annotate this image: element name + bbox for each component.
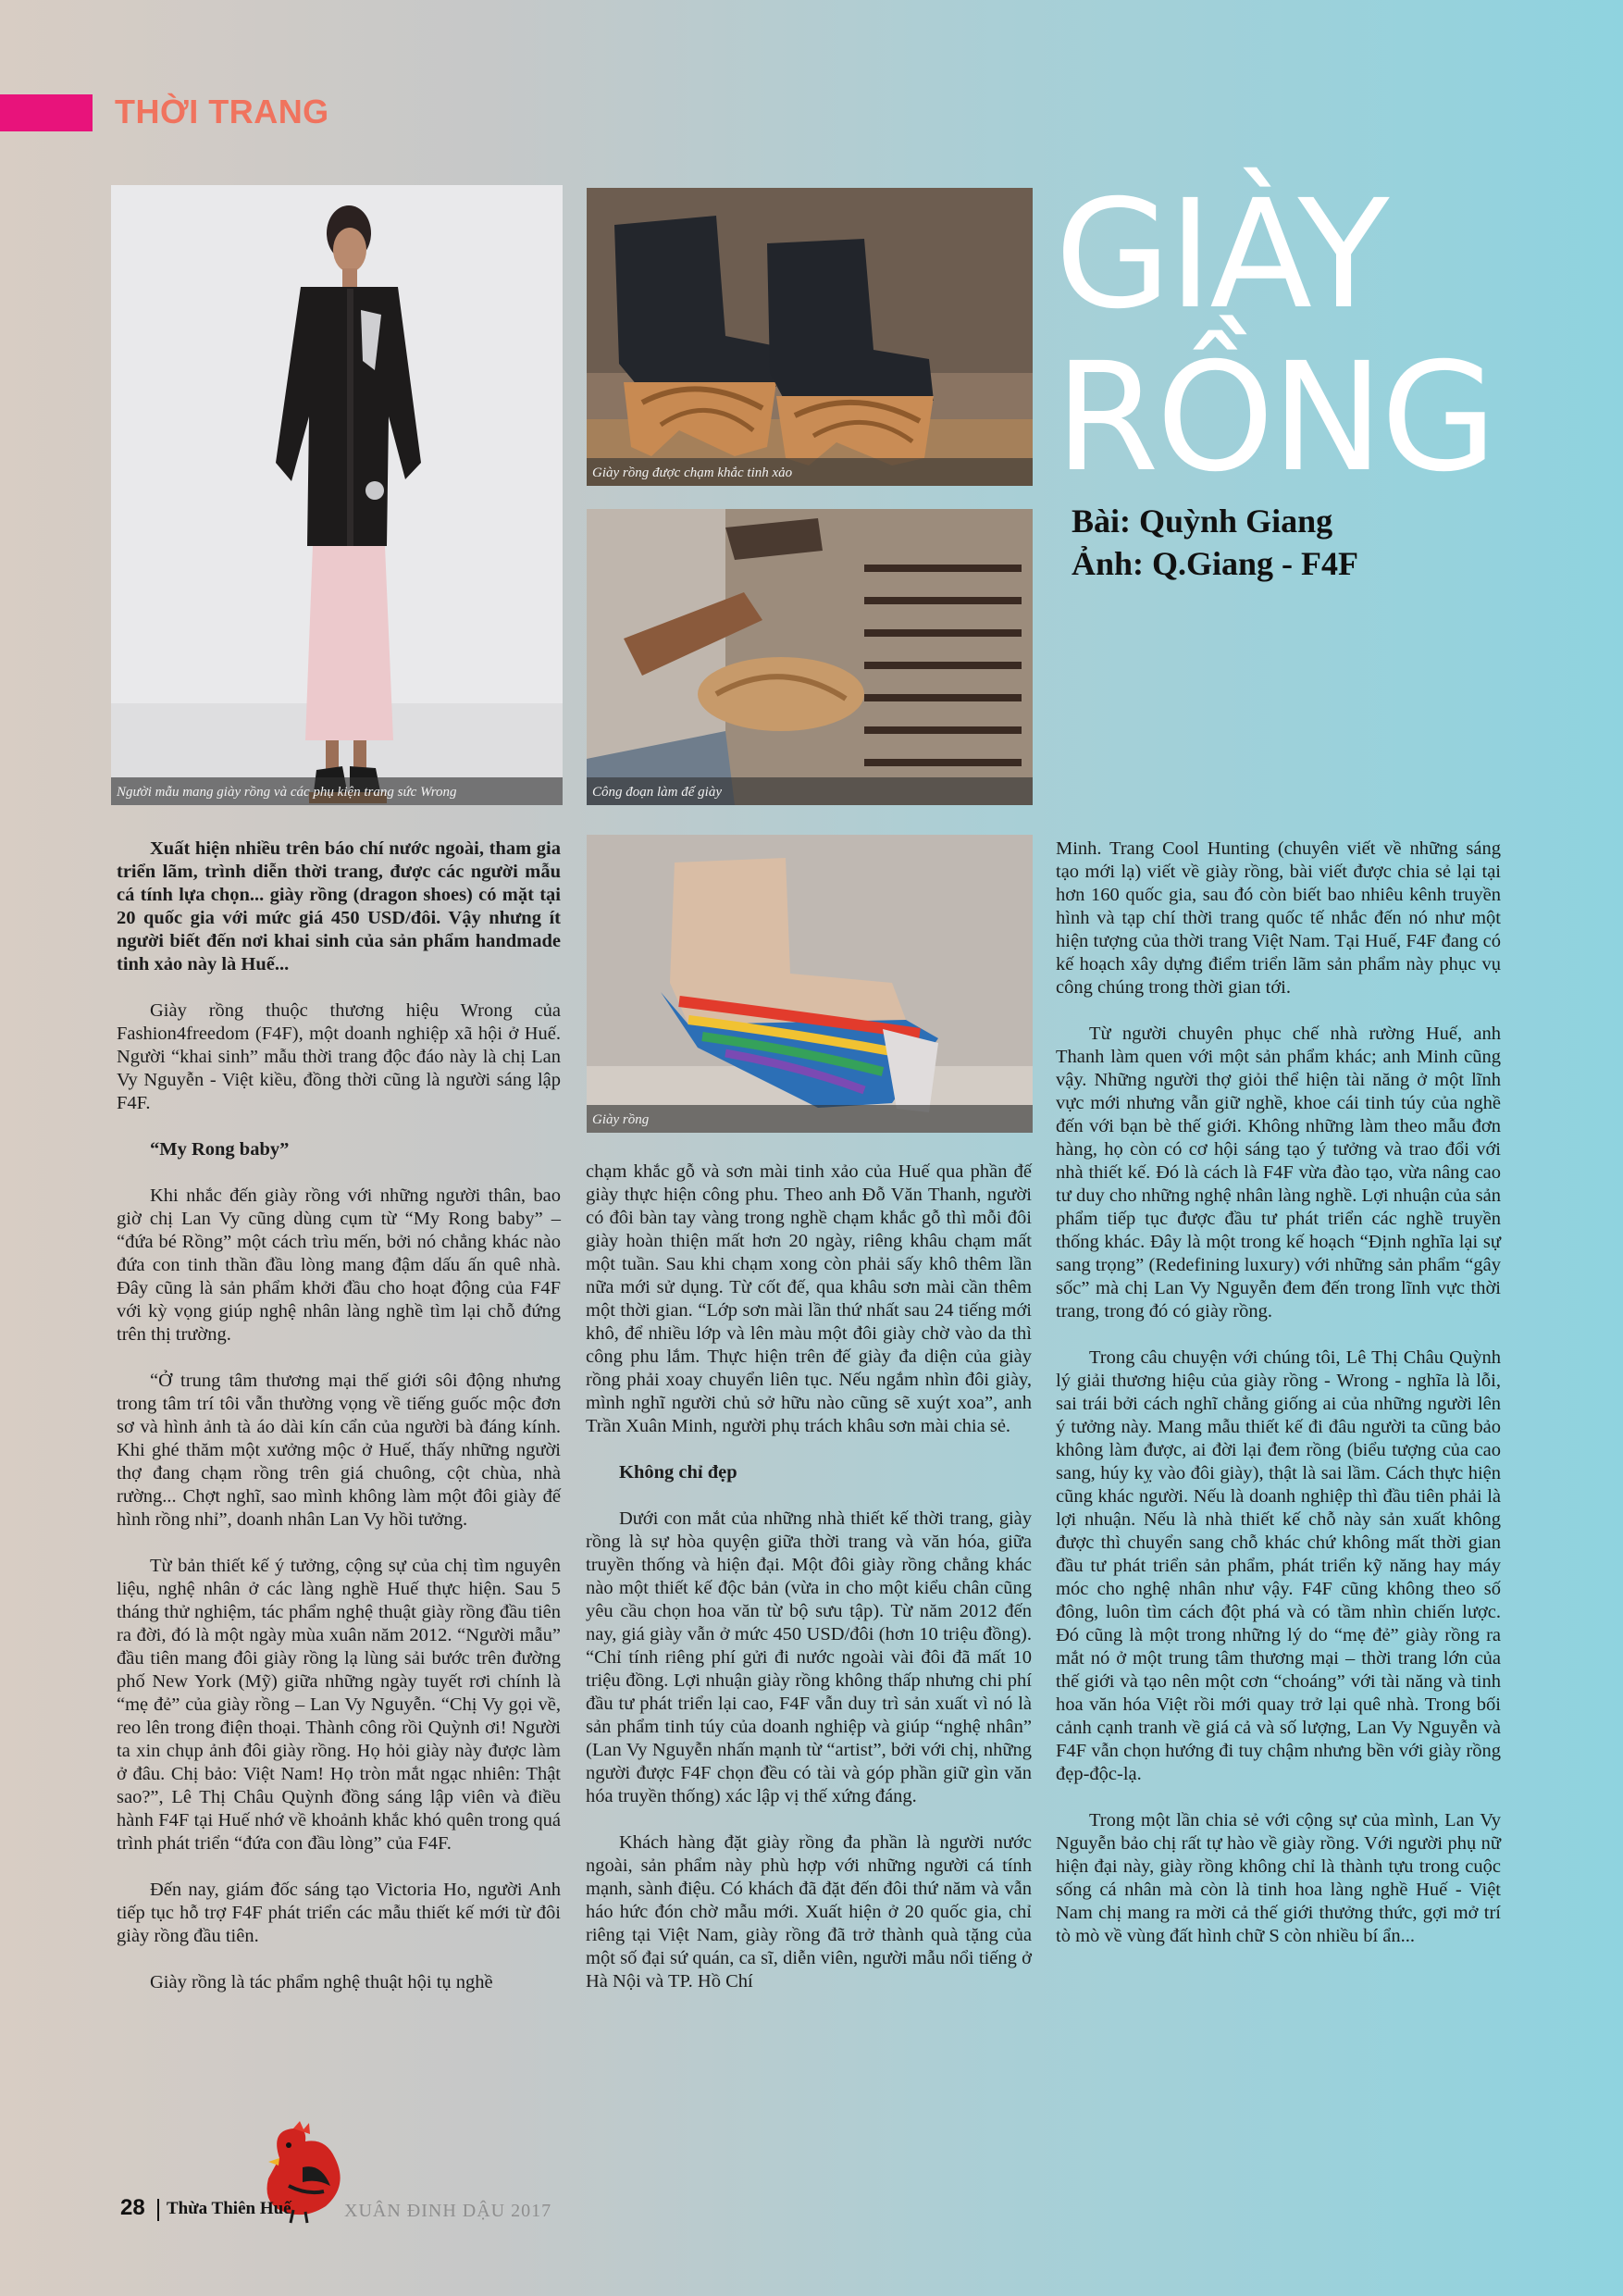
publication-name: Thừa Thiên Huế [167,2199,291,2218]
subheading: Không chỉ đẹp [619,1462,737,1483]
carved-shoes-illustration [587,188,1033,486]
subheading: “My Rong baby” [150,1139,290,1160]
model-illustration [111,185,563,805]
issue-label: XUÂN ĐINH DẬU 2017 [344,2201,552,2221]
byline [1072,500,1358,585]
section-color-bar [0,94,93,131]
paragraph: Giày rồng thuộc thương hiệu Wrong của Fashion4freedom (F4F), một doanh nghiệp xã hội ở Huế. Người “khai sinh” mẫu thời trang độc đáo này là chị Lan Vy Nguyễn - Việt kiều, đồng thời cũng là người sáng lập F4F. [117,1000,561,1113]
rainbow-shoe-illustration [587,835,1033,1133]
paragraph: Đến nay, giám đốc sáng tạo Victoria Ho, người Anh tiếp tục hỗ trợ F4F phát triển các mẫu thiết kế mới từ đôi giày rồng đầu tiên. [117,1880,561,1946]
article-column-1 [117,838,561,2017]
photo-caption-bar [587,1105,1033,1133]
paragraph: Minh. Trang Cool Hunting (chuyên viết về những sáng tạo mới lạ) viết về giày rồng, bài viết được chia sẻ lại tại hơn 160 quốc gia, sau đó còn biết bao nhiêu kênh truyền hình và tạp chí thời trang quốc tế nhắc đến nó như một hiện tượng của thời trang Việt Nam. Tại Huế, F4F đang có kế hoạch xây dựng điểm triển lãm sản phẩm này phục vụ công chúng trong thời gian tới. [1056,838,1501,998]
photo-caption: Công đoạn làm đế giày [592,785,722,800]
paragraph: Giày rồng là tác phẩm nghệ thuật hội tụ nghề [150,1972,493,1992]
paragraph: Trong câu chuyện với chúng tôi, Lê Thị Châu Quỳnh lý giải thương hiệu của giày rồng - Wrong - nghĩa là lỗi, sai trái bởi cách nghĩ chẳng giống ai của những người lên ý tưởng này. Mang mẫu thiết kế đi đâu người ta cũng bảo không làm được, ai đời lại đem rồng (biểu tượng của cao sang, húy kỵ vào đôi giày), thật là sai lầm. Cách thực hiện cũng khác người. Nếu là doanh nghiệp thì đầu tiên phải là lợi nhuận. Nếu là nhà thiết kế chỗ này sản xuất không được thì chuyển sang chỗ khác chứ không mất thời gian đầu tư phát triển sản phẩm, phát triển kỹ năng hay máy móc cho nghệ nhân như vậy. F4F cũng không theo số đông, luôn tìm cách đột phá và có tầm nhìn chiến lược. Đó cũng là một trong những lý do “mẹ đẻ” giày rồng ra mắt nó ở một trung tâm thương mại – thời trang lớn của thế giới và tạo nên một cơn “choáng” với tài năng và tinh hoa văn hóa Việt rồi mới quay trở lại quê nhà. Trong bối cảnh cạnh tranh về giá cả và số lượng, Lan Vy Nguyễn và F4F vẫn chọn hướng đi tuy chậm nhưng bền với giày rồng đẹp-độc-lạ. [1056,1347,1501,1784]
paragraph: “Ở trung tâm thương mại thế giới sôi động nhưng trong tâm trí tôi vẫn thường vọng về tiếng guốc mộc đơn sơ và hình ảnh tà áo dài kín cẩn của người bà đáng kính. Khi ghé thăm một xưởng mộc ở Huế, thấy những người thợ đang chạm rồng trên giá chuông, cột chùa, nhà rường... Chợt nghĩ, sao mình không làm một đôi giày đế hình rồng nhỉ”, doanh nhân Lan Vy hồi tưởng. [117,1371,561,1530]
byline-author: Bài: Quỳnh Giang [1072,503,1333,540]
photo-caption: Giày rồng được chạm khắc tinh xảo [592,465,793,480]
paragraph: Từ bản thiết kế ý tưởng, cộng sự của chị tìm nguyên liệu, nghệ nhân ở các làng nghề Huế thực hiện. Sau 5 tháng thử nghiệm, tác phẩm nghệ thuật giày rồng đầu tiên ra đời, đó là một ngày mùa xuân năm 2012. “Người mẫu” đầu tiên mang đôi giày rồng lạ lùng sải bước trên đường phố New York (Mỹ) giữa những ngày tuyết rơi chính là “mẹ đẻ” của giày rồng – Lan Vy Nguyễn. “Chị Vy gọi về, reo lên trong điện thoại. Thành công rồi Quỳnh ơi! Người ta xin chụp ảnh đôi giày rồng. Họ hỏi giày này được làm ở đâu. Chị bảo: Việt Nam! Họ tròn mắt ngạc nhiên: Thật sao?”, Lê Thị Châu Quỳnh đồng sáng lập viên và điều hành F4F tại Huế nhớ về khoảnh khắc khó quên trong quá trình phát triển “đứa con đầu lòng” của F4F. [117,1556,561,1854]
paragraph: chạm khắc gỗ và sơn mài tinh xảo của Huế qua phần đế giày thực hiện công phu. Theo anh Đỗ Văn Thanh, người có đôi bàn tay vàng trong nghề chạm khắc gỗ thì mỗi đôi giày hoàn thiện mất hơn 20 ngày, riêng khâu chạm mất một tuần. Sau khi chạm xong còn phải sấy khô thêm lần nữa mới sử dụng. Từ cốt đế, qua khâu sơn mài cần thêm một thời gian. “Lớp sơn mài lần thứ nhất sau 24 tiếng mới khô, để nhiều lớp và lên màu một đôi giày chờ vào da thì công phu lắm. Thực hiện trên đế giày đa diện của giày rồng phải xoay chuyển liên tục. Nếu ngắm nhìn đôi giày, mình nghĩ người chủ sở hữu nào cũng sẽ xuýt xoa”, anh Trần Xuân Minh, người phụ trách khâu sơn mài chia sẻ. [586,1161,1032,1436]
section-label: THỜI TRANG [115,93,329,130]
photo-caption: Giày rồng [592,1112,650,1127]
craftsman-illustration [587,509,1033,805]
photo-craftsman [587,509,1033,805]
article-title [1055,168,1536,505]
photo-caption: Người mẫu mang giày rồng và các phụ kiện trang sức Wrong [117,785,457,800]
article-title-line-2: RỒNG [1055,331,1494,505]
article-column-2 [586,1160,1032,2017]
footer-separator [157,2199,159,2221]
paragraph: Từ người chuyên phục chế nhà rường Huế, anh Thanh làm quen với một sản phẩm khác; anh Minh cũng vậy. Những người thợ giỏi thể hiện tài năng ở một lĩnh vực mới nhưng vẫn giữ nghề, khoe cái tinh túy của nghề đến với bạn bè thế giới. Không những làm theo mẫu đơn hàng, họ còn có cơ hội sáng tạo ý tưởng và trao đổi với nhà thiết kế. Đó là cách là F4F vừa đào tạo, vừa nâng cao tư duy cho những nghệ nhân làng nghề. Lợi nhuận của sản phẩm tiếp tục được đầu tư phát triển các nghề truyền thống khác. Đây là một trong kế hoạch “Định nghĩa lại sự sang trọng” (Redefining luxury) với những sản phẩm “gây sốc” mà chị Lan Vy Nguyễn đem đến trong lĩnh vực thời trang, trong đó có giày rồng. [1056,1024,1501,1322]
page-number: 28 [120,2195,145,2220]
paragraph: Dưới con mắt của những nhà thiết kế thời trang, giày rồng là sự hòa quyện giữa thời trang và văn hóa, giữa truyền thống và hiện đại. Một đôi giày rồng chẳng khác nào một thiết kế độc bản (vừa in cho một kiểu chân cũng yêu cầu chọn hoa văn từ bộ sưu tập). Từ năm 2012 đến nay, giá giày vẫn ở mức 450 USD/đôi (hơn 10 triệu đồng). “Chỉ tính riêng phí gửi đi nước ngoài vài đôi đã mất 10 triệu đồng. Lợi nhuận giày rồng không thấp nhưng chi phí đầu tư phát triển lại cao, F4F vẫn duy trì sản xuất vì nó là sản phẩm tinh túy của doanh nghiệp và giúp “nghệ nhân” (Lan Vy Nguyễn nhấn mạnh từ “artist”, bởi với chị, những người được F4F chọn đều có tài và góp phần giữ gìn văn hóa truyền thống) xác lập vị thế xứng đáng. [586,1508,1032,1806]
byline-photo-credit: Ảnh: Q.Giang - F4F [1072,545,1359,582]
paragraph: Trong một lần chia sẻ với cộng sự của mình, Lan Vy Nguyễn bảo chị rất tự hào về giày rồng. Với người phụ nữ hiện đại này, giày rồng không chỉ là thành tựu trong cuộc sống cá nhân mà còn là tinh hoa làng nghề Huế - Việt Nam chị mang ra mời cả thế giới thưởng thức, gợi mở trí tò mò về vùng đất hình chữ S còn nhiều bí ẩn... [1056,1810,1501,1946]
photo-rainbow-shoe [587,835,1033,1133]
article-title-line-1: GIÀY [1055,168,1387,342]
paragraph: Khi nhắc đến giày rồng với những người thân, bao giờ chị Lan Vy cũng dùng cụm từ “My Rong baby” – “đứa bé Rồng” một cách trìu mến, bởi nó chẳng khác nào đứa con tinh thần đầu lòng mang đậm dấu ấn quê nhà. Đây cũng là sản phẩm khởi đầu cho hoạt động của F4F với kỳ vọng giúp nghệ nhân làng nghề tìm lại chỗ đứng trên thị trường. [117,1185,561,1345]
paragraph: Khách hàng đặt giày rồng đa phần là người nước ngoài, sản phẩm này phù hợp với những người cá tính mạnh, sành điệu. Có khách đã đặt đến đôi thứ năm và vẫn háo hức đón chờ mẫu mới. Xuất hiện ở 20 quốc gia, chỉ riêng tại Việt Nam, giày rồng đã trở thành quà tặng của một số đại sứ quán, ca sĩ, diễn viên, người mẫu nổi tiếng ở Hà Nội và TP. Hồ Chí [586,1832,1032,1992]
photo-model [111,185,563,805]
article-column-3 [1056,838,1501,1971]
photo-carved-shoes [587,188,1033,486]
article-lead: Xuất hiện nhiều trên báo chí nước ngoài, tham gia triển lãm, trình diễn thời trang, được các người mẫu cá tính lựa chọn... giày rồng (dragon shoes) có mặt tại 20 quốc gia với mức giá 450 USD/đôi. Vậy nhưng ít người biết đến nơi khai sinh của sản phẩm handmade tinh xảo này là Huế... [117,838,561,974]
